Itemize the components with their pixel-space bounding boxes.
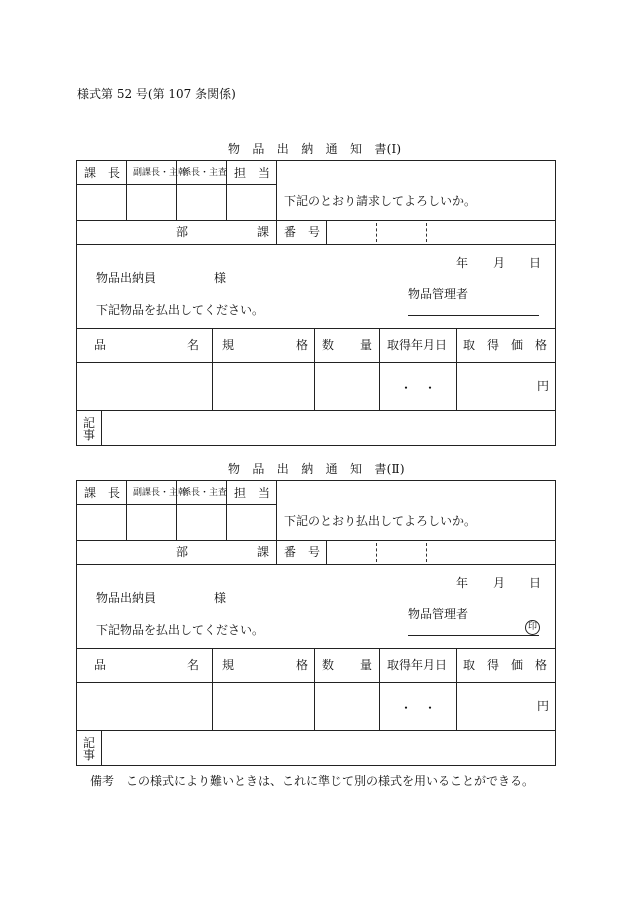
date-day: 日 [529,256,542,270]
col-acq-date: 取得年月日 [387,658,448,672]
form-number: 様式第 52 号(第 107 条関係) [77,87,236,101]
instruction: 下記物品を払出してください。 [96,623,265,637]
form-1 [76,160,556,446]
approval-sub-chief: 係長・主査 [182,488,228,498]
col-item-b: 名 [187,338,200,352]
number-label: 番 号 [284,225,321,239]
honorific: 様 [214,271,227,285]
date-month: 月 [493,576,506,590]
remarks-label: 記 事 [83,416,96,442]
form-title-1: 物 品 出 納 通 知 書(Ⅰ) [228,142,402,156]
manager-label: 物品管理者 [408,607,469,621]
addressee: 物品出納員 [96,591,157,605]
date-year: 年 [456,256,469,270]
form-2 [76,480,556,766]
date-dots: ・ ・ [400,701,437,715]
col-qty-b: 量 [360,658,373,672]
col-item-a: 品 [94,338,107,352]
col-qty-a: 数 [322,338,335,352]
date-month: 月 [493,256,506,270]
col-qty-a: 数 [322,658,335,672]
approval-staff: 担 当 [234,486,271,500]
department-label: 部 [176,545,189,559]
approval-staff: 担 当 [234,166,271,180]
col-price: 取 得 価 格 [463,338,548,352]
department-label: 部 [176,225,189,239]
approval-section-chief: 課 長 [84,166,121,180]
col-spec-a: 規 [222,338,235,352]
division-label: 課 [257,225,270,239]
division-label: 課 [257,545,270,559]
request-text: 下記のとおり請求してよろしいか。 [284,194,477,208]
approval-deputy: 副課長・主幹 [133,488,188,498]
number-label: 番 号 [284,545,321,559]
date-year: 年 [456,576,469,590]
col-spec-a: 規 [222,658,235,672]
remarks-label: 記 事 [83,736,96,762]
manager-label: 物品管理者 [408,287,469,301]
col-qty-b: 量 [360,338,373,352]
addressee: 物品出納員 [96,271,157,285]
col-spec-b: 格 [296,658,309,672]
date-day: 日 [529,576,542,590]
col-acq-date: 取得年月日 [387,338,448,352]
approval-deputy: 副課長・主幹 [133,168,188,178]
approval-section-chief: 課 長 [84,486,121,500]
note: 備考 この様式により難いときは、これに準じて別の様式を用いることができる。 [90,774,535,788]
form-title-2: 物 品 出 納 通 知 書(Ⅱ) [228,462,405,476]
yen-label: 円 [537,379,550,393]
yen-label: 円 [537,699,550,713]
honorific: 様 [214,591,227,605]
col-item-b: 名 [187,658,200,672]
col-item-a: 品 [94,658,107,672]
request-text: 下記のとおり払出してよろしいか。 [284,514,477,528]
col-spec-b: 格 [296,338,309,352]
seal-mark: 印 [525,620,540,635]
date-dots: ・ ・ [400,381,437,395]
approval-sub-chief: 係長・主査 [182,168,228,178]
col-price: 取 得 価 格 [463,658,548,672]
instruction: 下記物品を払出してください。 [96,303,265,317]
